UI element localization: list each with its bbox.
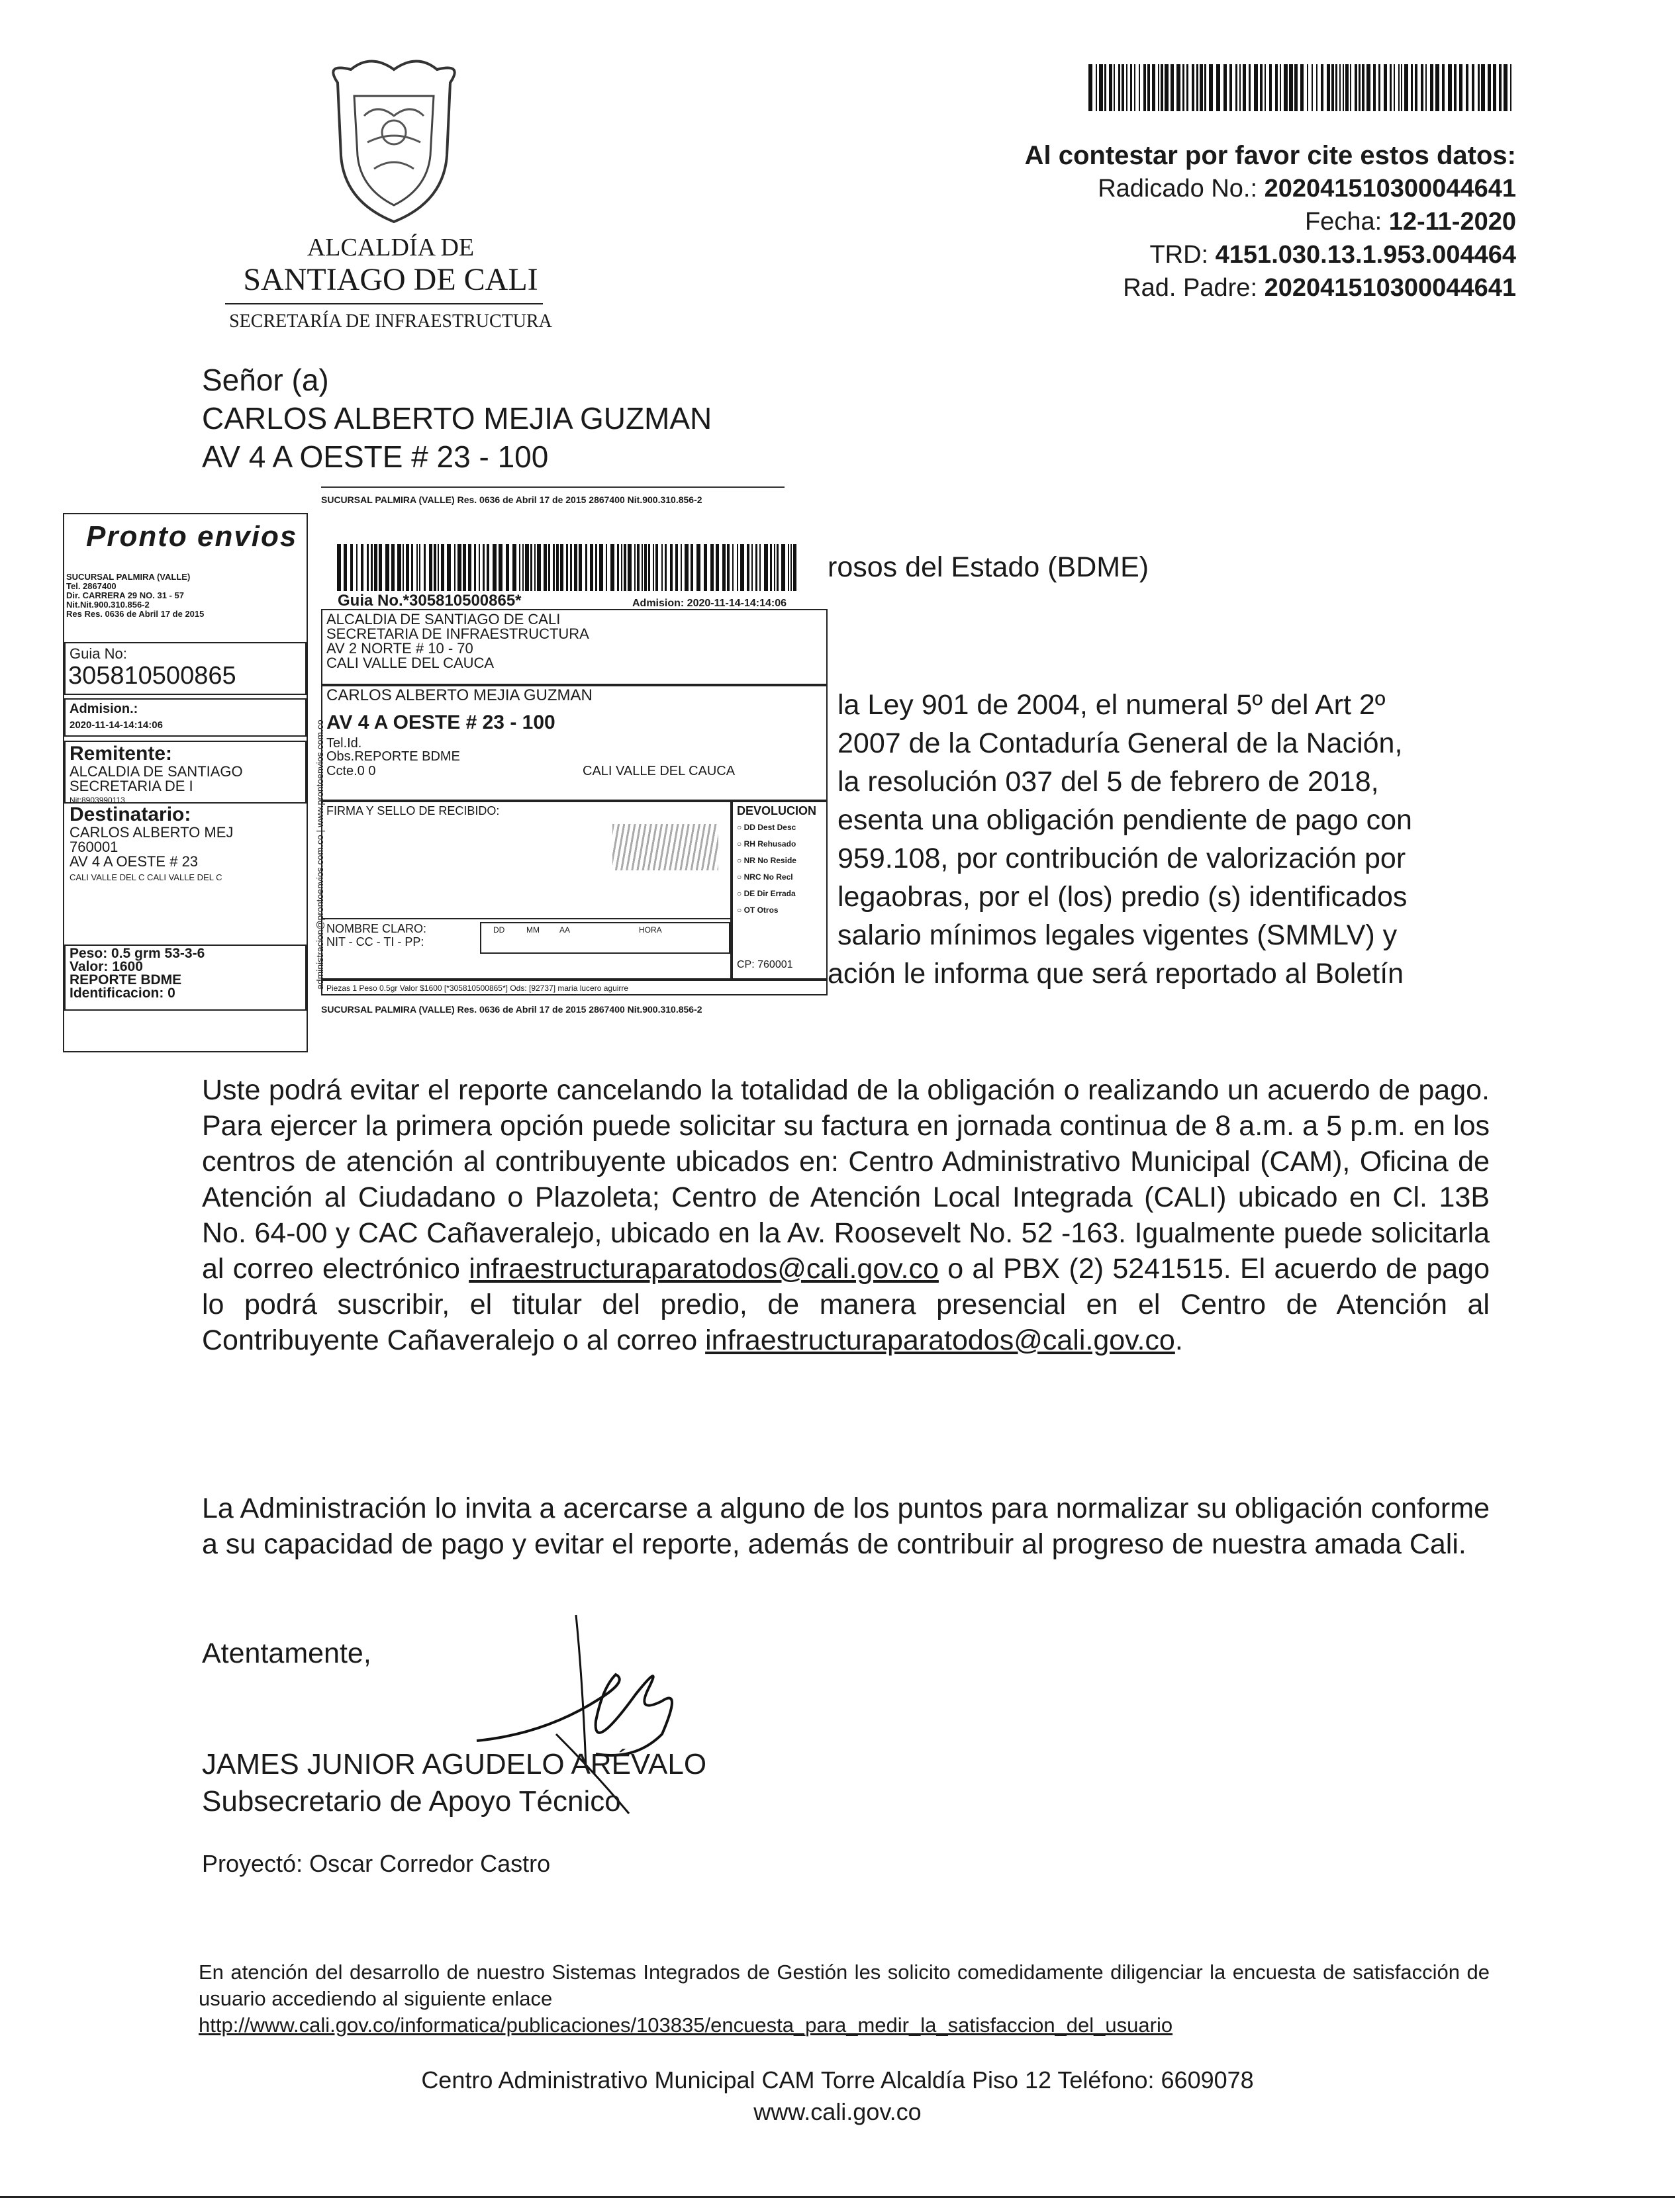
email-link[interactable]: infraestructuraparatodos@cali.gov.co bbox=[705, 1324, 1175, 1356]
sender-line: SECRETARIA DE INFRAESTRUCTURA bbox=[326, 625, 589, 642]
dest-name: CARLOS ALBERTO MEJIA GUZMAN bbox=[326, 686, 593, 704]
label-bottom-line: Piezas 1 Peso 0.5gr Valor $1600 [*305810500865*] Ods: [92737] maria lucero aguirre bbox=[326, 984, 629, 993]
branch-line: Nit.Nit.900.310.856-2 bbox=[66, 600, 150, 610]
nit-label: NIT - CC - TI - PP: bbox=[326, 935, 424, 948]
label-bottom-strip: SUCURSAL PALMIRA (VALLE) Res. 0636 de Abril 17 de 2015 2867400 Nit.900.310.856-2 bbox=[321, 1004, 702, 1015]
peso-line: Identificacion: 0 bbox=[70, 986, 175, 1001]
date-hora: HORA bbox=[639, 925, 662, 935]
admision-full: Admision: 2020-11-14-14:14:06 bbox=[632, 598, 787, 609]
dest-address: AV 4 A OESTE # 23 - 100 bbox=[326, 712, 555, 733]
remitente-line: SECRETARIA DE I bbox=[70, 778, 193, 794]
header-divider bbox=[225, 303, 543, 304]
cp-code: CP: 760001 bbox=[737, 959, 793, 970]
sender-line: ALCALDIA DE SANTIAGO DE CALI bbox=[326, 611, 561, 627]
body-fragment: rosos del Estado (BDME) bbox=[828, 551, 1149, 583]
peso-line: Valor: 1600 bbox=[70, 959, 143, 974]
body-fragment: ación le informa que será reportado al Boletín bbox=[828, 958, 1404, 990]
dest-ccte: Ccte.0 0 bbox=[326, 764, 376, 778]
remitente-line: ALCALDIA DE SANTIAGO bbox=[70, 763, 243, 780]
closing: Atentamente, bbox=[202, 1637, 371, 1669]
courier-stamp bbox=[612, 824, 718, 870]
guia-barcode bbox=[334, 543, 798, 592]
coat-of-arms-icon bbox=[311, 56, 477, 228]
sender-line: AV 2 NORTE # 10 - 70 bbox=[326, 640, 473, 657]
signer-title: Subsecretario de Apoyo Técnico bbox=[202, 1785, 621, 1818]
dev-option: OT Otros bbox=[743, 905, 779, 915]
admision-value: 2020-11-14-14:14:06 bbox=[70, 719, 163, 731]
fecha-line: Fecha: 12-11-2020 bbox=[1304, 208, 1516, 236]
radicado-line: Radicado No.: 202041510300044641 bbox=[1098, 175, 1516, 203]
remitente-label: Remitente: bbox=[70, 743, 173, 764]
signer-name: JAMES JUNIOR AGUDELO ARÉVALO bbox=[202, 1748, 707, 1780]
nombre-label: NOMBRE CLARO: bbox=[326, 922, 427, 935]
dest-city: CALI VALLE DEL CAUCA bbox=[583, 764, 736, 778]
side-url: administracion@prontoenvios.com.co | www.prontoenvios.com.co bbox=[314, 719, 325, 990]
dev-option: DE Dir Errada bbox=[743, 889, 796, 898]
guia-number: 305810500865 bbox=[68, 662, 236, 690]
option-circle-icon: ○ bbox=[737, 856, 742, 865]
email-link[interactable]: infraestructuraparatodos@cali.gov.co bbox=[469, 1253, 939, 1285]
brand-logo: Pronto envios bbox=[86, 520, 298, 553]
dev-option: NR No Reside bbox=[743, 856, 796, 865]
dev-option: RH Rehusado bbox=[743, 839, 796, 849]
label-top-strip: SUCURSAL PALMIRA (VALLE) Res. 0636 de Abril 17 de 2015 2867400 Nit.900.310.856-2 bbox=[321, 494, 702, 505]
body-fragment: la resolución 037 del 5 de febrero de 2018, bbox=[837, 766, 1379, 798]
body-fragment: 2007 de la Contaduría General de la Nación, bbox=[837, 727, 1403, 759]
dev-option: NRC No Recl bbox=[743, 872, 793, 882]
recipient-address: AV 4 A OESTE # 23 - 100 bbox=[202, 439, 549, 474]
footer-address: Centro Administrativo Municipal CAM Torre Alcaldía Piso 12 Teléfono: 6609078 bbox=[421, 2066, 1254, 2094]
sender-line: CALI VALLE DEL CAUCA bbox=[326, 655, 495, 671]
paragraph-payment-options: Uste podrá evitar el reporte cancelando la totalidad de la obligación o realizando un acuerdo de pago. Para ejercer la primera opción puede solicitar su factura en jornada continua de 8 a.m. a 5 p.m. en los centros de atención al contribuyente ubicados en: Centro Administrativo Municipal (CAM), Oficina de Atención al Ciudadano o Plazoleta; Centro de Atención Local Integrada (CALI) ubicado en Cl. 13B No. 64-00 y CAC Cañaveralejo, ubicado en la Av. Roosevelt No. 52 -163. Igualmente puede solicitarla al correo electrónico infraestructuraparatodos@cali.gov.co o al PBX (2) 5241515. El acuerdo de pago lo podrá suscribir, el titular del predio, de manera presencial en el Centro de Atención al Contribuyente Cañaveralejo o al correo infraestructuraparatodos@cali.gov.co. bbox=[202, 1074, 1490, 1356]
salutation: Señor (a) bbox=[202, 363, 329, 397]
guia-full: Guia No.*305810500865* bbox=[338, 592, 522, 610]
recipient-name: CARLOS ALBERTO MEJIA GUZMAN bbox=[202, 401, 712, 436]
option-circle-icon: ○ bbox=[737, 905, 742, 915]
option-circle-icon: ○ bbox=[737, 839, 742, 849]
dev-option: DD Dest Desc bbox=[743, 823, 796, 832]
rad-padre-line: Rad. Padre: 202041510300044641 bbox=[1123, 274, 1516, 302]
paragraph-invitation: La Administración lo invita a acercarse a alguno de los puntos para normalizar su obligación conforme a su capacidad de pago y evitar el reporte, además de contribuir al progreso de nuestra amada Cali. bbox=[202, 1493, 1490, 1560]
body-fragment: 959.108, por contribución de valorización por bbox=[837, 843, 1406, 874]
destinatario-line: AV 4 A OESTE # 23 bbox=[70, 853, 199, 870]
bottom-rule bbox=[0, 2196, 1675, 2198]
firma-label: FIRMA Y SELLO DE RECIBIDO: bbox=[326, 804, 500, 817]
projected-by: Proyectó: Oscar Corredor Castro bbox=[202, 1850, 551, 1877]
date-mm: MM bbox=[526, 925, 540, 935]
guia-label: Guia No: bbox=[70, 645, 127, 662]
cite-title: Al contestar por favor cite estos datos: bbox=[1024, 141, 1516, 170]
destinatario-label: Destinatario: bbox=[70, 804, 191, 825]
body-fragment: esenta una obligación pendiente de pago con bbox=[837, 804, 1412, 836]
remitente-line: Nit:8903990113 bbox=[70, 796, 125, 805]
destinatario-line: 760001 bbox=[70, 839, 119, 855]
option-circle-icon: ○ bbox=[737, 823, 742, 832]
admision-label: Admision.: bbox=[70, 702, 138, 716]
destinatario-line: CALI VALLE DEL C CALI VALLE DEL C bbox=[70, 872, 222, 882]
org-line-2: SANTIAGO DE CALI bbox=[243, 262, 538, 297]
footer-website[interactable]: www.cali.gov.co bbox=[753, 2098, 922, 2125]
trd-line: TRD: 4151.030.13.1.953.004464 bbox=[1149, 241, 1516, 269]
branch-line: Tel. 2867400 bbox=[66, 581, 117, 591]
option-circle-icon: ○ bbox=[737, 872, 742, 882]
branch-line: Dir. CARRERA 29 NO. 31 - 57 bbox=[66, 590, 184, 600]
dest-obs: Obs.REPORTE BDME bbox=[326, 749, 460, 764]
org-line-1: ALCALDÍA DE bbox=[307, 234, 475, 261]
survey-text: En atención del desarrollo de nuestro Sistemas Integrados de Gestión les solicito comedidamente diligenciar la encuesta de satisfacción de usuario accediendo al siguiente enlace bbox=[199, 1960, 1490, 2010]
peso-line: REPORTE BDME bbox=[70, 972, 182, 988]
survey-link[interactable]: http://www.cali.gov.co/informatica/publicaciones/103835/encuesta_para_medir_la_satisfaccion_del_usuario bbox=[199, 2013, 1173, 2037]
destinatario-line: CARLOS ALBERTO MEJ bbox=[70, 824, 234, 841]
body-fragment: la Ley 901 de 2004, el numeral 5º del Art 2º bbox=[837, 689, 1386, 721]
branch-line: SUCURSAL PALMIRA (VALLE) bbox=[66, 572, 191, 582]
option-circle-icon: ○ bbox=[737, 889, 742, 898]
dest-tel: Tel.Id. bbox=[326, 736, 362, 751]
shipping-label bbox=[36, 473, 837, 1052]
org-line-3: SECRETARÍA DE INFRAESTRUCTURA bbox=[229, 311, 552, 332]
body-fragment: legaobras, por el (los) predio (s) identificados bbox=[837, 881, 1408, 913]
branch-line: Res Res. 0636 de Abril 17 de 2015 bbox=[66, 609, 205, 619]
date-aa: AA bbox=[559, 925, 571, 935]
radicado-barcode bbox=[1086, 63, 1516, 113]
peso-line: Peso: 0.5 grm 53-3-6 bbox=[70, 946, 205, 961]
body-fragment: salario mínimos legales vigentes (SMMLV) y bbox=[837, 919, 1398, 951]
date-dd: DD bbox=[493, 925, 505, 935]
devolucion-label: DEVOLUCION bbox=[737, 804, 817, 817]
